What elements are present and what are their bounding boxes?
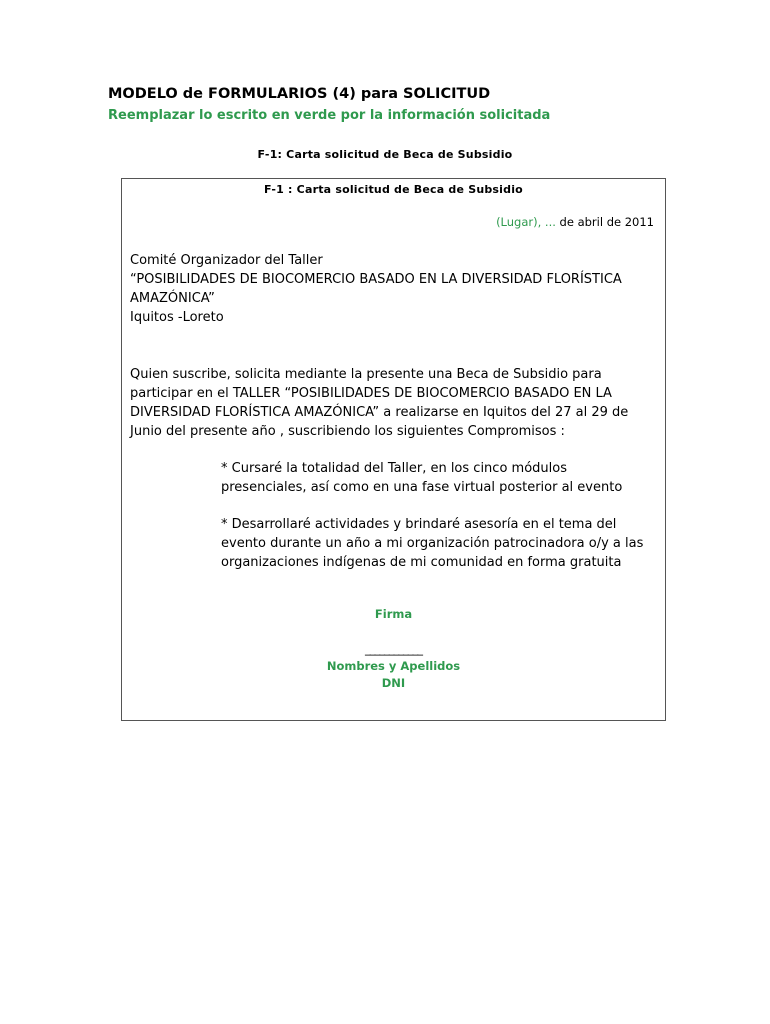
- signature-names-label: Nombres y Apellidos: [326, 659, 461, 673]
- letter-addressee: [130, 251, 655, 327]
- commitment-item: * Desarrollaré actividades y brindaré asesoría en el tema del evento durante un año a mi organización patrocinadora o/y a las organizaciones indígenas de mi comunidad en forma gratuita: [221, 517, 644, 570]
- addressee-line-workshop: “POSIBILIDADES DE BIOCOMERCIO BASADO EN LA DIVERSIDAD FLORÍSTICA AMAZÓNICA”: [130, 272, 622, 306]
- letter-box: [121, 178, 666, 721]
- addressee-line-committee: Comité Organizador del Taller: [130, 253, 323, 268]
- date-placeholder: (Lugar), ...: [496, 215, 556, 229]
- letter-caption: F-1 : Carta solicitud de Beca de Subsidio: [264, 183, 523, 196]
- date-text: de abril de 2011: [559, 215, 654, 229]
- signature-dni-label: DNI: [381, 676, 406, 690]
- document-heading: MODELO de FORMULARIOS (4) para SOLICITUD: [108, 86, 491, 102]
- commitment-item: * Cursaré la totalidad del Taller, en los cinco módulos presenciales, así como en una fase virtual posterior al evento: [221, 461, 623, 495]
- addressee-line-city: Iquitos -Loreto: [130, 310, 224, 325]
- letter-body: Quien suscribe, solicita mediante la presente una Beca de Subsidio para participar en el TALLER “POSIBILIDADES DE BIOCOMERCIO BASADO EN LA DIVERSIDAD FLORÍSTICA AMAZÓNICA” a realizarse en Iquitos del 27 al 29 de Junio del presente año , suscribiendo los siguientes Compromisos :: [130, 367, 629, 439]
- instruction-text: Reemplazar lo escrito en verde por la información solicitada: [108, 108, 551, 123]
- letter-dateline: [496, 215, 654, 229]
- form-caption: F-1: Carta solicitud de Beca de Subsidio: [257, 148, 513, 161]
- signature-line: ____________: [365, 642, 422, 656]
- signature-label: Firma: [374, 607, 413, 621]
